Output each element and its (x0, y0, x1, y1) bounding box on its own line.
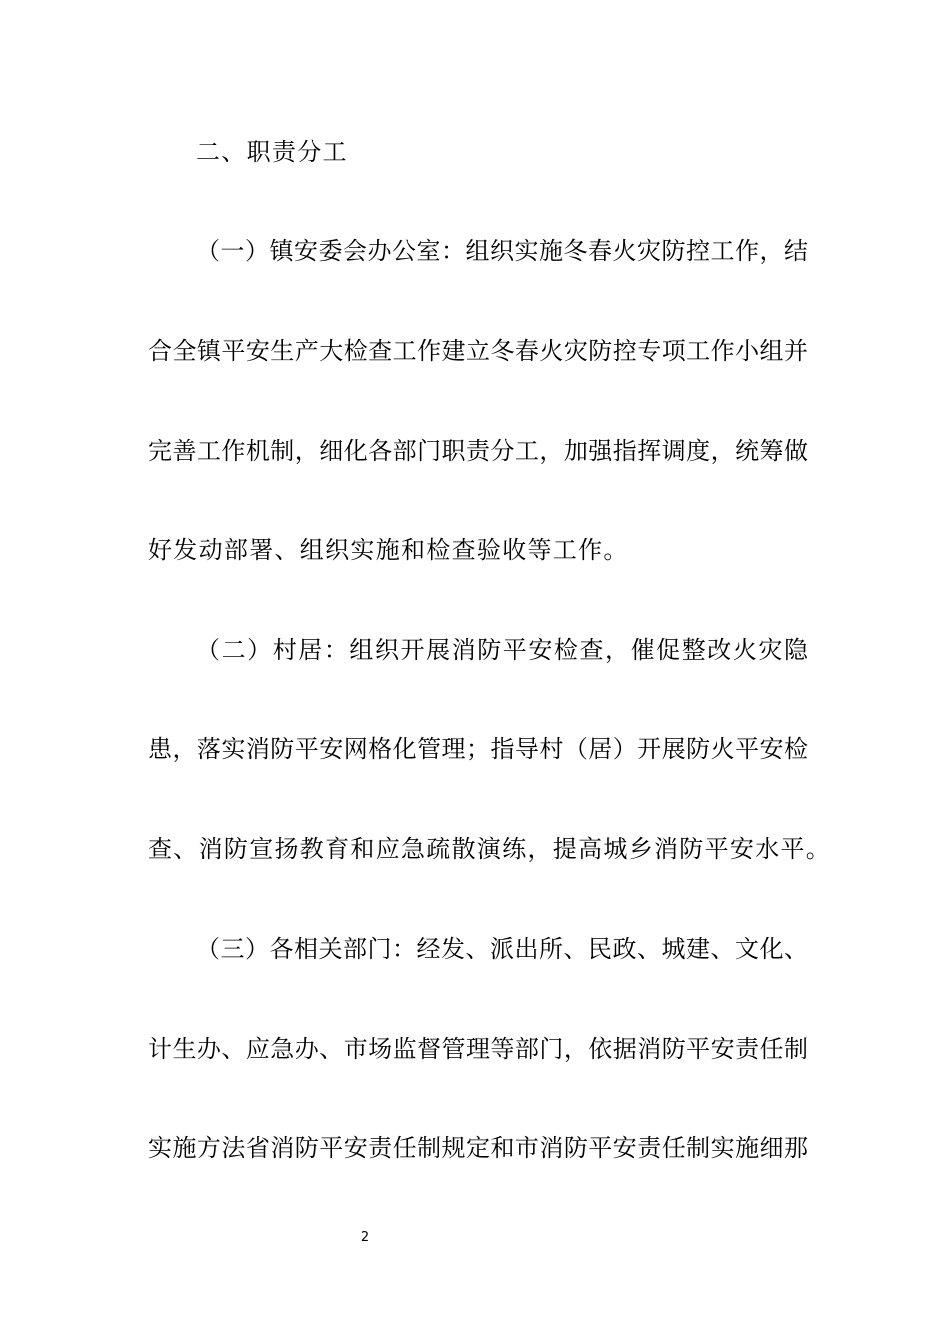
paragraph-1-line-4: 好发动部署、组织实施和检查验收等工作。 (148, 536, 629, 564)
paragraph-3-line-1: （三）各相关部门：经发、派出所、民政、城建、文化、 (196, 935, 808, 963)
paragraph-2-line-3: 查、消防宣扬教育和应急疏散演练，提高城乡消防平安水平。 (148, 835, 832, 863)
paragraph-1-line-3: 完善工作机制，细化各部门职责分工，加强指挥调度，统筹做 (148, 437, 808, 465)
paragraph-2-line-2: 患，落实消防平安网格化管理；指导村（居）开展防火平安检 (148, 735, 808, 763)
paragraph-3-line-2: 计生办、应急办、市场监督管理等部门，依据消防平安责任制 (148, 1035, 808, 1063)
paragraph-3-line-3: 实施方法省消防平安责任制规定和市消防平安责任制实施细那 (148, 1134, 808, 1162)
paragraph-1-line-1: （一）镇安委会办公室：组织实施冬春火灾防控工作，结 (196, 237, 808, 265)
paragraph-2-line-1: （二）村居：组织开展消防平安检查，催促整改火灾隐 (196, 636, 808, 664)
section-heading: 二、职责分工 (196, 138, 348, 166)
page-number: 2 (360, 1230, 370, 1245)
paragraph-1-line-2: 合全镇平安生产大检查工作建立冬春火灾防控专项工作小组并 (148, 337, 808, 365)
